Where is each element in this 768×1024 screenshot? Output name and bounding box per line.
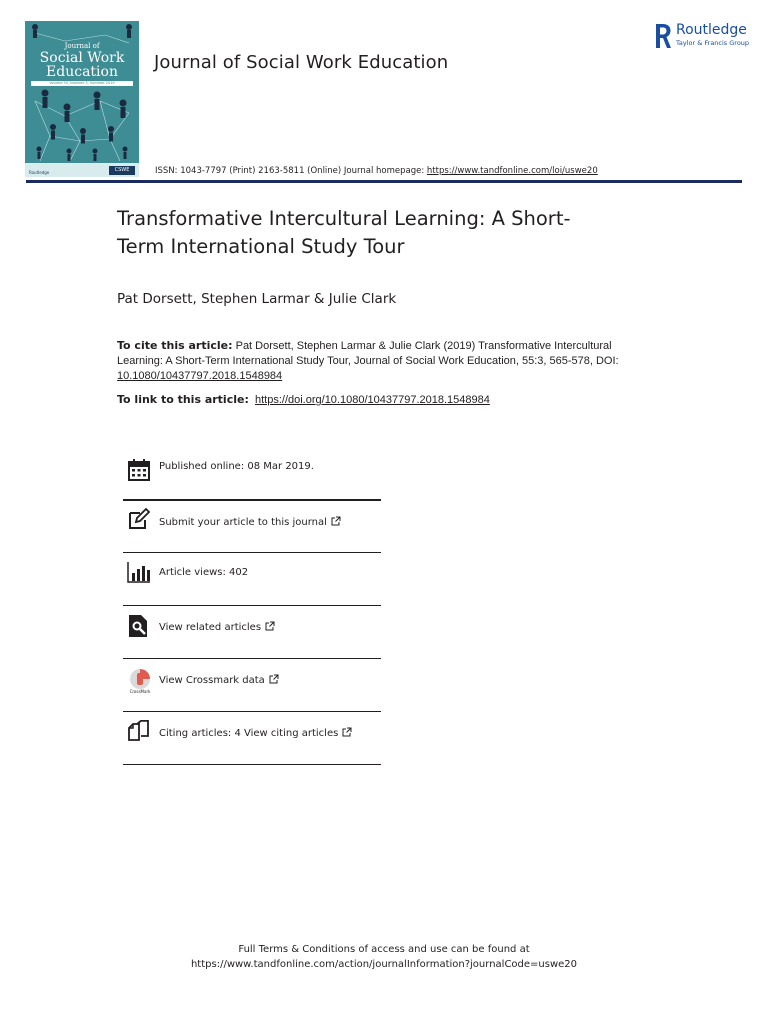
- cover-volume-line: Volume 55, Number 3, Summer 2019: [31, 81, 133, 86]
- citing-articles-link[interactable]: [159, 727, 352, 739]
- terms-footer-url-link[interactable]: https://www.tandfonline.com/action/journalInformation?journalCode=uswe20: [190, 959, 578, 970]
- row-divider: [123, 764, 381, 765]
- cite-doi-link[interactable]: 10.1080/10437797.2018.1548984: [117, 370, 283, 382]
- citation-block: [117, 338, 657, 384]
- journal-homepage-link[interactable]: https://www.tandfonline.com/loi/uswe20: [426, 166, 598, 176]
- issn-text: ISSN: 1043-7797 (Print) 2163-5811 (Online) Journal homepage:: [155, 166, 427, 176]
- article-title-line2: Term International Study Tour: [117, 235, 405, 258]
- crossmark-row[interactable]: [123, 658, 381, 711]
- crossmark-icon: [127, 668, 153, 694]
- external-link-icon: [331, 516, 341, 526]
- submit-article-label: Submit your article to this journal: [159, 517, 327, 528]
- journal-title: Journal of Social Work Education: [154, 52, 449, 73]
- related-articles-link[interactable]: [159, 621, 275, 633]
- issn-line: [155, 166, 598, 176]
- crossmark-link[interactable]: [159, 674, 279, 686]
- citing-documents-icon: [127, 720, 151, 744]
- cite-label: To cite this article:: [117, 339, 233, 352]
- document-search-icon: [127, 614, 151, 638]
- related-articles-row[interactable]: [123, 605, 381, 658]
- cover-title-line2: Education: [46, 64, 118, 80]
- bar-chart-icon: [127, 560, 151, 584]
- citing-articles-label: Citing articles: 4 View citing articles: [159, 728, 339, 739]
- journal-cover: [25, 21, 139, 177]
- publisher-name: Routledge: [676, 22, 747, 38]
- article-link-block: [117, 393, 490, 406]
- terms-footer-line1: Full Terms & Conditions of access and use can be found at: [238, 944, 530, 955]
- routledge-r-icon: [654, 22, 672, 50]
- related-articles-label: View related articles: [159, 622, 262, 633]
- cover-journal-word: Journal of: [64, 42, 100, 50]
- cover-title-line1: Social Work: [39, 50, 125, 66]
- cite-text: Pat Dorsett, Stephen Larmar & Julie Clark (2019) Transformative Intercultural Learning: A Short-Term International Study Tour, Journal of Social Work Education, 55:3, 565-578, DOI:: [117, 340, 619, 367]
- link-label: To link to this article:: [117, 393, 249, 406]
- edit-pencil-icon: [127, 507, 151, 531]
- cover-footer-band: [25, 163, 139, 177]
- terms-footer: [0, 942, 768, 972]
- submit-article-row[interactable]: [123, 499, 381, 552]
- header-divider: [26, 180, 742, 183]
- external-link-icon: [265, 621, 275, 631]
- article-views-text: Article views: 402: [159, 567, 249, 578]
- article-doi-url-link[interactable]: https://doi.org/10.1080/10437797.2018.1548984: [254, 394, 490, 406]
- cover-publisher-mark: Routledge: [29, 170, 50, 175]
- article-authors: Pat Dorsett, Stephen Larmar & Julie Clark: [117, 291, 397, 307]
- article-title: [117, 205, 657, 261]
- crossmark-badge-text: CrossMark: [129, 689, 151, 694]
- publisher-subtitle: Taylor & Francis Group: [676, 39, 750, 47]
- submit-article-link[interactable]: [159, 516, 341, 528]
- cover-society-mark: CSWE: [109, 166, 135, 175]
- published-row: [123, 442, 381, 495]
- article-views-row: [123, 552, 381, 605]
- crossmark-label: View Crossmark data: [159, 675, 265, 686]
- published-date-text: Published online: 08 Mar 2019.: [159, 461, 314, 472]
- publisher-logo[interactable]: [654, 22, 754, 52]
- calendar-icon: [127, 458, 151, 482]
- external-link-icon: [342, 727, 352, 737]
- external-link-icon: [269, 674, 279, 684]
- citing-articles-row[interactable]: [123, 711, 381, 764]
- article-title-line1: Transformative Intercultural Learning: A Short-: [117, 207, 571, 230]
